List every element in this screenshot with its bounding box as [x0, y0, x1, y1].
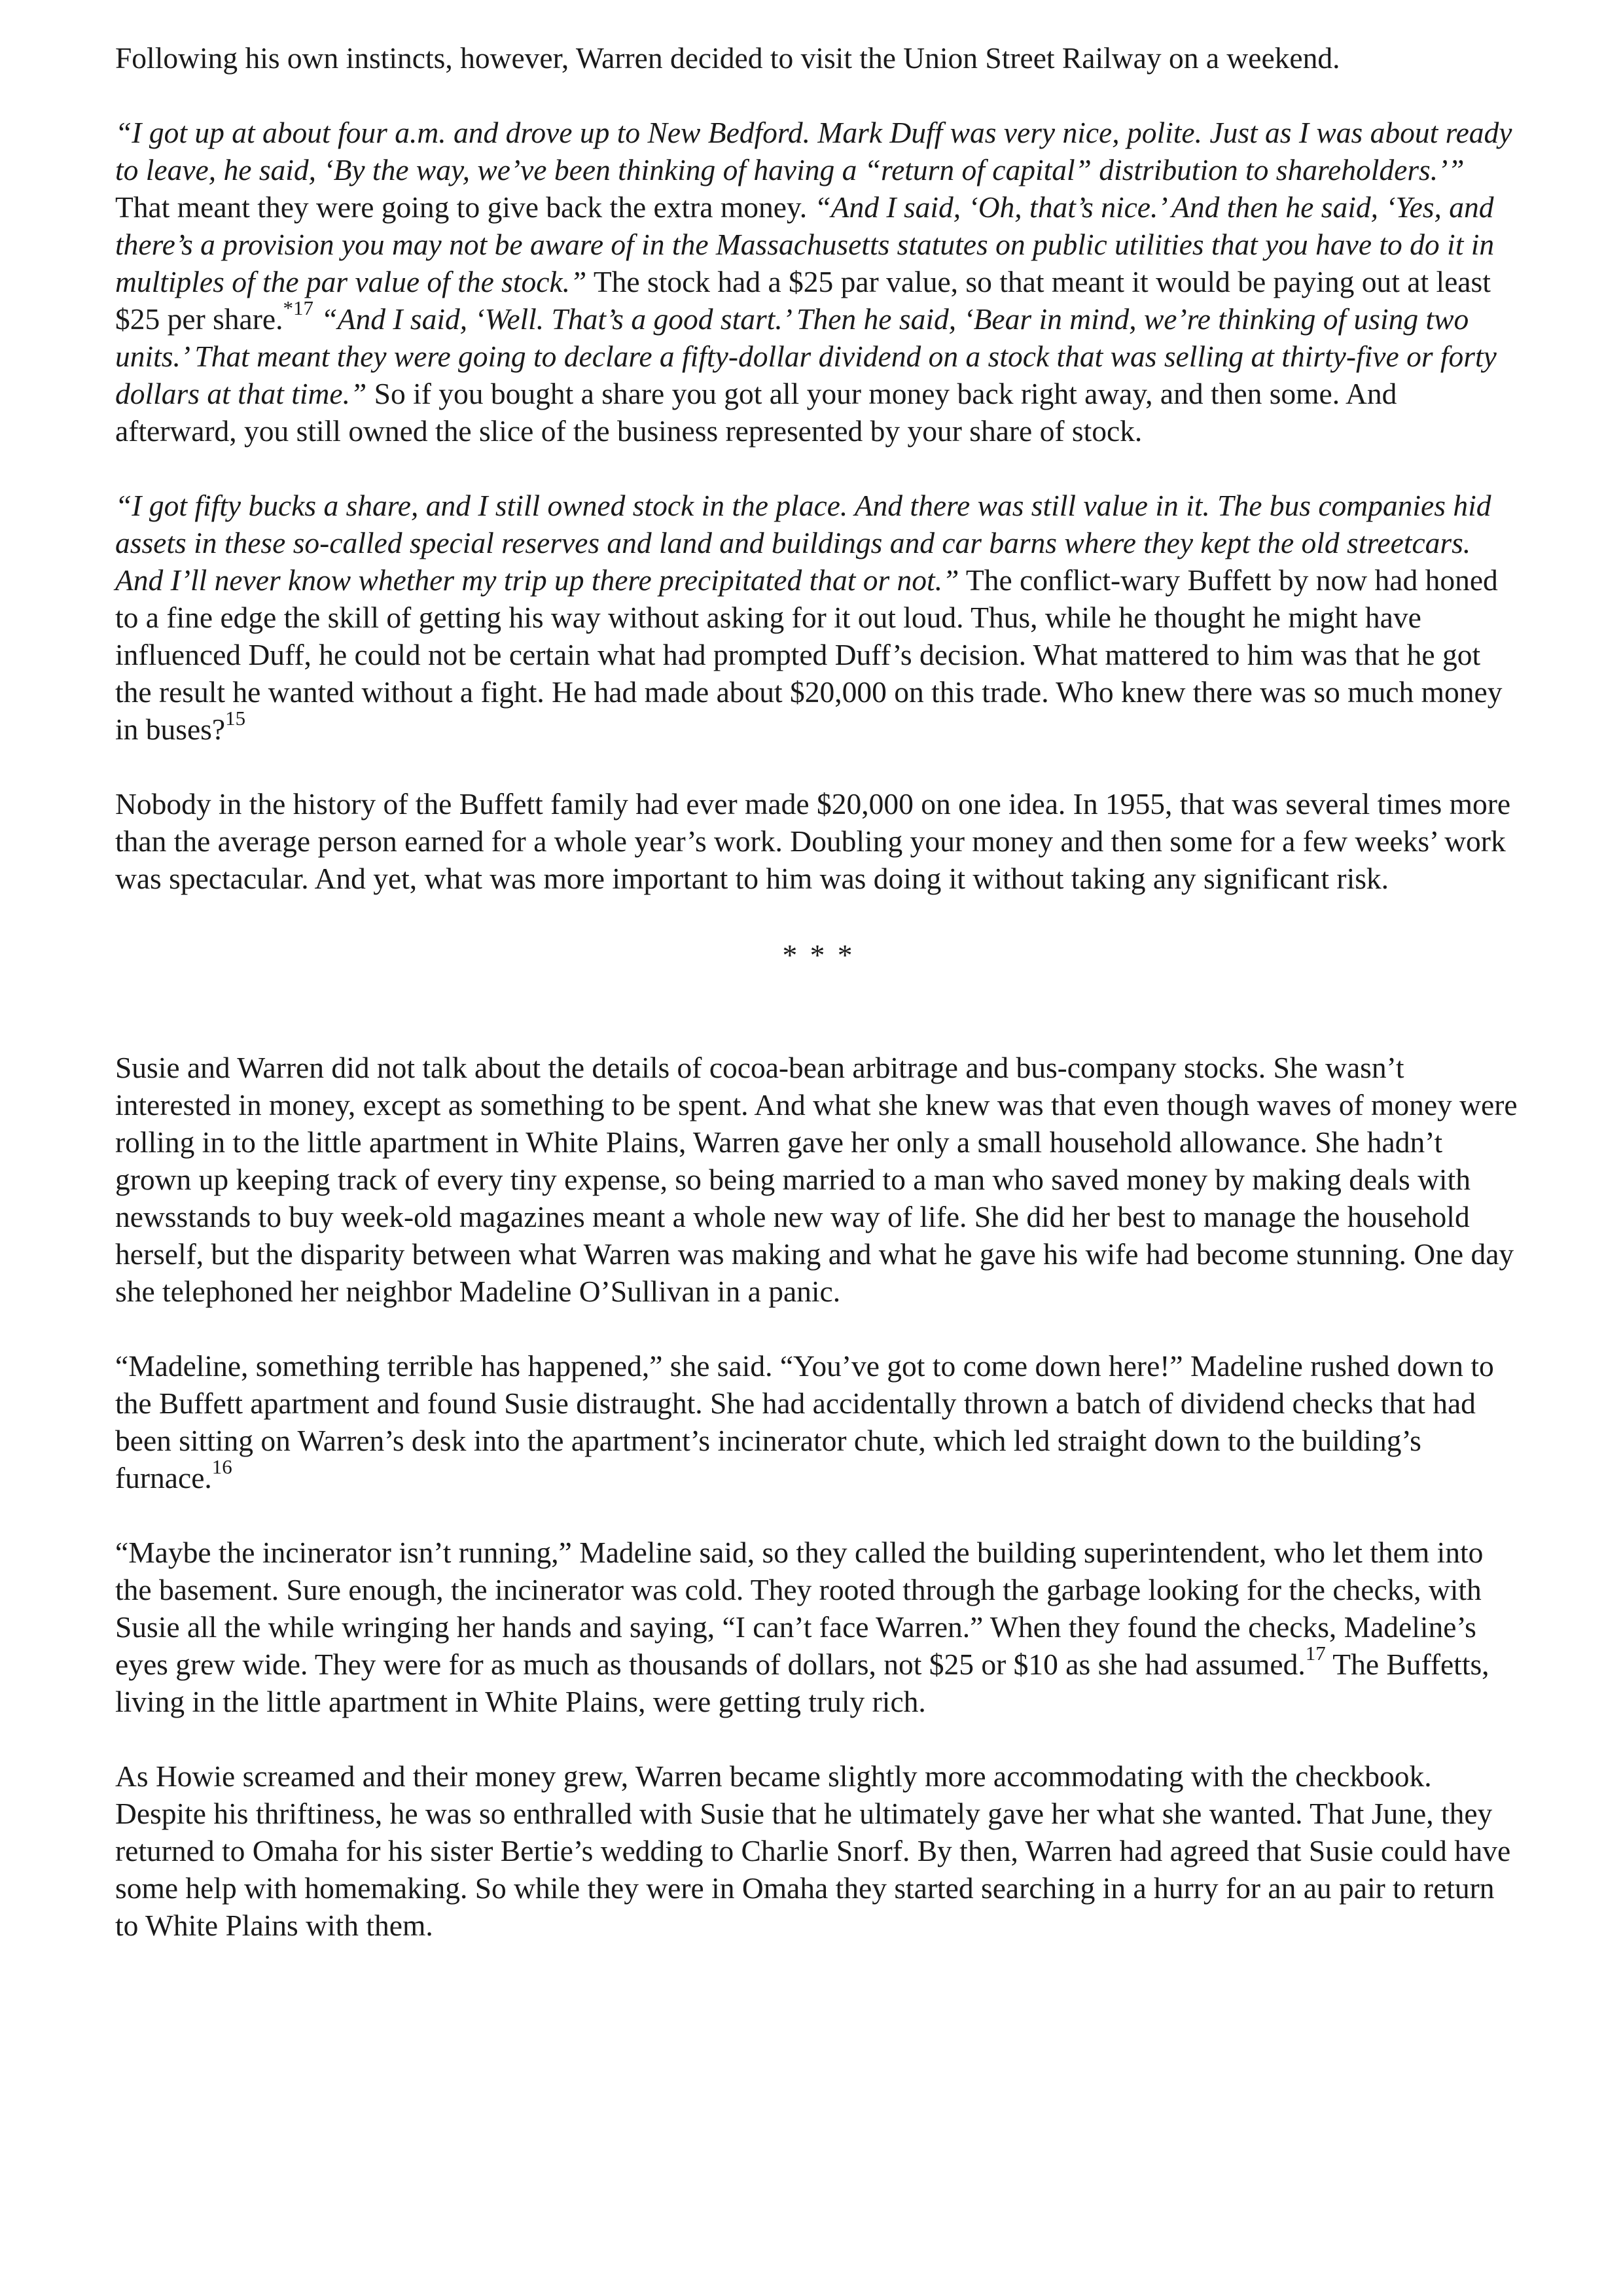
section-separator [115, 936, 1522, 974]
body-text: The conflict-wary Buffett by now had honed to a fine edge the skill of getting his way without asking for it out loud. Thus, while he thought he might have influenced Duff, he could not be certain what had prompted Duff’s decision. What mattered to him was that he got the result he wanted without a fight. He had made about $20,000 on this trade. Who knew there was so much money in buses? [115, 563, 1503, 746]
body-text: Following his own instincts, however, Warren decided to visit the Union Street Railway on a weekend. [115, 41, 1340, 75]
body-text: * * * [782, 938, 855, 972]
body-text: As Howie screamed and their money grew, Warren became slightly more accommodating with the checkbook. Despite his thriftiness, he was so enthralled with Susie that he ultimately gave her what she wanted. That June, they returned to Omaha for his sister Bertie’s wedding to Charlie Snorf. By then, Warren had agreed that Susie could have some help with homemaking. So while they were in Omaha they started searching in a hurry for an au pair to return to White Plains with them. [115, 1759, 1511, 1942]
body-text: That meant they were going to give back the extra money. [115, 190, 815, 224]
footnote-marker: *17 [283, 296, 313, 319]
paragraph [115, 114, 1522, 450]
body-text [313, 302, 321, 336]
body-text: So if you bought a share you got all your money back right away, and then some. And afterward, you still owned the slice of the business represented by your share of stock. [115, 377, 1397, 448]
paragraph [115, 39, 1522, 77]
quoted-text: “And I said, ‘Well. That’s a good start.’ Then he said, ‘Bear in mind, we’re thinking of using two units.’ That meant they were going to declare a fifty-dollar dividend on a stock that was selling at thirty-five or forty dollars at that time.” [115, 302, 1497, 410]
footnote-marker: 16 [211, 1455, 232, 1478]
footnote-marker: 17 [1305, 1641, 1326, 1665]
paragraph [115, 487, 1522, 748]
body-text: “Maybe the incinerator isn’t running,” Madeline said, so they called the building superintendent, who let them into the basement. Sure enough, the incinerator was cold. They rooted through the garbage looking for the checks, with Susie all the while wringing her hands and saying, “I can’t face Warren.” When they found the checks, Madeline’s eyes grew wide. They were for as much as thousands of dollars, not $25 or $10 as she had assumed. [115, 1536, 1484, 1681]
paragraph [115, 1049, 1522, 1310]
paragraph [115, 1757, 1522, 1944]
body-text: “Madeline, something terrible has happened,” she said. “You’ve got to come down here!” Madeline rushed down to the Buffett apartment and found Susie distraught. She had accidentally thrown a batch of dividend checks that had been sitting on Warren’s desk into the apartment’s incinerator chute, which led straight down to the building’s furnace. [115, 1349, 1494, 1494]
body-text: The Buffetts, living in the little apartment in White Plains, were getting truly rich. [115, 1648, 1489, 1718]
body-text: Susie and Warren did not talk about the details of cocoa-bean arbitrage and bus-company stocks. She wasn’t interested in money, except as something to be spent. And what she knew was that even though waves of money were rolling in to the little apartment in White Plains, Warren gave her only a small household allowance. She hadn’t grown up keeping track of every tiny expense, so being married to a man who saved money by making deals with newsstands to buy week-old magazines meant a whole new way of life. She did her best to manage the household herself, but the disparity between what Warren was making and what he gave his wife had become stunning. One day she telephoned her neighbor Madeline O’Sullivan in a panic. [115, 1051, 1518, 1308]
body-text: Nobody in the history of the Buffett family had ever made $20,000 on one idea. In 1955, that was several times more than the average person earned for a whole year’s work. Doubling your money and then some for a few weeks’ work was spectacular. And yet, what was more important to him was doing it without taking any significant risk. [115, 787, 1511, 895]
footnote-marker: 15 [225, 706, 246, 730]
quoted-text: “I got fifty bucks a share, and I still owned stock in the place. And there was still value in it. The bus companies hid assets in these so-called special reserves and land and buildings and car barns where they kept the old streetcars. And I’ll never know whether my trip up there precipitated that or not.” [115, 489, 1491, 597]
paragraph [115, 1347, 1522, 1496]
paragraph [115, 785, 1522, 897]
body-text: The stock had a $25 par value, so that meant it would be paying out at least $25 per share. [115, 265, 1491, 336]
book-page [115, 39, 1522, 1981]
paragraph [115, 1534, 1522, 1720]
quoted-text: “And I said, ‘Oh, that’s nice.’ And then he said, ‘Yes, and there’s a provision you may not be aware of in the Massachusetts statutes on public utilities that you have to do it in multiples of the par value of the stock.” [115, 190, 1495, 298]
quoted-text: “I got up at about four a.m. and drove up to New Bedford. Mark Duff was very nice, polite. Just as I was about ready to leave, he said, ‘By the way, we’ve been thinking of having a “return of capital” distribution to shareholders.’” [115, 116, 1512, 186]
